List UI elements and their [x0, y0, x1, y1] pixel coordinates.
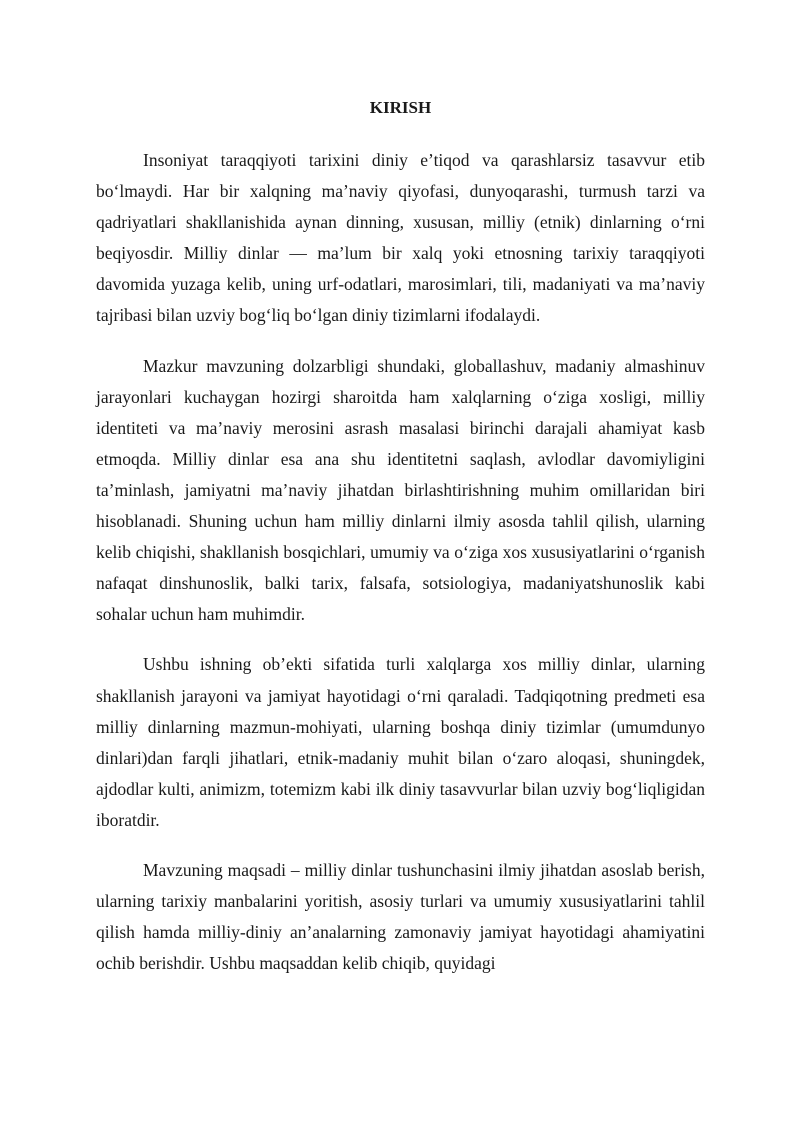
paragraph-2: Mazkur mavzuning dolzarbligi shundaki, globallashuv, madaniy almashinuv jarayonlari kuchaygan hozirgi sharoitda ham xalqlarning o‘ziga xosligi, milliy identiteti va ma’naviy merosini asrash masalasi birinchi darajali ahamiyat kasb etmoqda. Milliy dinlar esa ana shu identitetni saqlash, avlodlar davomiyligini ta’minlash, jamiyatni ma’naviy jihatdan birlashtirishning muhim omillaridan biri hisoblanadi. Shuning uchun ham milliy dinlarni ilmiy asosda tahlil qilish, ularning kelib chiqishi, shakllanish bosqichlari, umumiy va o‘ziga xos xususiyatlarini o‘rganish nafaqat dinshunoslik, balki tarix, falsafa, sotsiologiya, madaniyatshunoslik kabi sohalar uchun ham muhimdir.	[96, 355, 705, 625]
body-text	[96, 145, 705, 998]
paragraph-3: Ushbu ishning ob’ekti sifatida turli xalqlarga xos milliy dinlar, ularning shakllanish jarayoni va jamiyat hayotidagi o‘rni qaraladi. Tadqiqotning predmeti esa milliy dinlarning mazmun-mohiyati, ularning boshqa diniy tizimlar (umumdunyo dinlari)dan farqli jihatlari, etnik-madaniy muhit bilan o‘zaro aloqasi, shuningdek, ajdodlar kulti, animizm, totemizm kabi ilk diniy tasavvurlar bilan uzviy bog‘liqligidan iboratdir.	[96, 654, 705, 830]
paragraph-4: Mavzuning maqsadi – milliy dinlar tushunchasini ilmiy jihatdan asoslab berish, ularning tarixiy manbalarini yoritish, asosiy turlari va umumiy xususiyatlarini tahlil qilish hamda milliy-diniy an’analarning zamonaviy jamiyat hayotidagi ahamiyatini ochib berishdir. Ushbu maqsaddan kelib chiqib, quyidagi	[96, 859, 705, 974]
page-title: KIRISH	[369, 98, 432, 117]
paragraph-1: Insoniyat taraqqiyoti tarixini diniy e’tiqod va qarashlarsiz tasavvur etib bo‘lmaydi. Har bir xalqning ma’naviy qiyofasi, dunyoqarashi, turmush tarzi va qadriyatlari shakllanishida aynan dinning, xususan, milliy (etnik) dinlarning o‘rni beqiyosdir. Milliy dinlar — ma’lum bir xalq yoki etnosning tarixiy taraqqiyoti davomida yuzaga kelib, uning urf-odatlari, marosimlari, tili, madaniyati va ma’naviy tajribasi bilan uzviy bog‘liq bo‘lgan diniy tizimlarni ifodalaydi.	[96, 150, 705, 326]
